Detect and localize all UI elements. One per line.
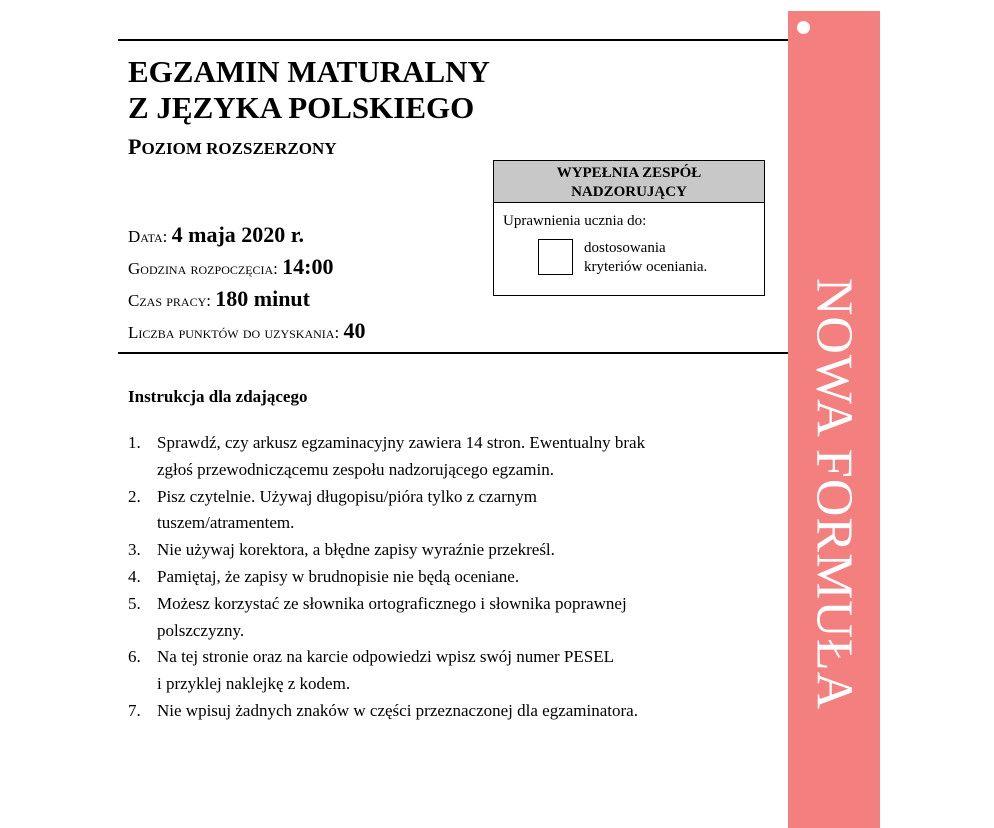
punch-hole-icon: [797, 21, 810, 34]
date-label: Data:: [128, 227, 168, 246]
exam-date: [128, 222, 304, 248]
entitlements-label: Uprawnienia ucznia do:: [503, 213, 647, 229]
exam-duration: [128, 286, 310, 312]
top-rule: [118, 39, 790, 41]
exam-points: [128, 318, 365, 344]
exam-level: POZIOM ROZSZERZONY: [128, 134, 337, 159]
date-value: 4 maja 2020 r.: [171, 222, 305, 247]
list-item: 4. Pamiętaj, że zapisy w brudnopisie nie będą oceniane.: [128, 566, 520, 586]
list-item: 1. Sprawdź, czy arkusz egzaminacyjny zawiera 14 stron. Ewentualny brak zgłoś przewodniczącemu zespołu nadzorującego egzamin.: [128, 433, 646, 479]
list-item: 6. Na tej stronie oraz na karcie odpowiedzi wpisz swój numer PESEL i przyklej naklejkę z kodem.: [128, 647, 614, 694]
start-label: Godzina rozpoczęcia:: [128, 259, 278, 278]
exam-title-line1: EGZAMIN MATURALNY: [128, 54, 490, 89]
start-value: 14:00: [282, 254, 334, 279]
exam-title-line2: Z JĘZYKA POLSKIEGO: [128, 90, 475, 125]
duration-value: 180 minut: [215, 286, 310, 311]
middle-rule: [118, 352, 790, 354]
adjustment-checkbox[interactable]: [538, 239, 573, 275]
points-value: 40: [343, 318, 366, 343]
list-item: 3. Nie używaj korektora, a błędne zapisy wyraźnie przekreśl.: [128, 540, 555, 560]
supervisor-box: [493, 160, 765, 296]
list-item: 5. Możesz korzystać ze słownika ortograficznego i słownika poprawnej polszczyzny.: [128, 593, 627, 640]
points-label: Liczba punktów do uzyskania:: [128, 323, 340, 342]
list-item: 7. Nie wpisuj żadnych znaków w części przeznaczonej dla egzaminatora.: [128, 700, 638, 720]
duration-label: Czas pracy:: [128, 291, 211, 310]
ribbon-text: NOWA FORMUŁA: [805, 277, 863, 711]
supervisor-box-header: WYPEŁNIA ZESPÓŁ NADZORUJĄCY: [494, 161, 764, 203]
instructions-list: [128, 430, 645, 725]
instructions-heading: Instrukcja dla zdającego: [128, 387, 308, 406]
list-item: 2. Pisz czytelnie. Używaj długopisu/pióra tylko z czarnym tuszem/atramentem.: [128, 486, 538, 533]
adjustment-checkbox-label: dostosowania kryteriów oceniania.: [584, 240, 708, 275]
exam-start-time: [128, 254, 334, 280]
